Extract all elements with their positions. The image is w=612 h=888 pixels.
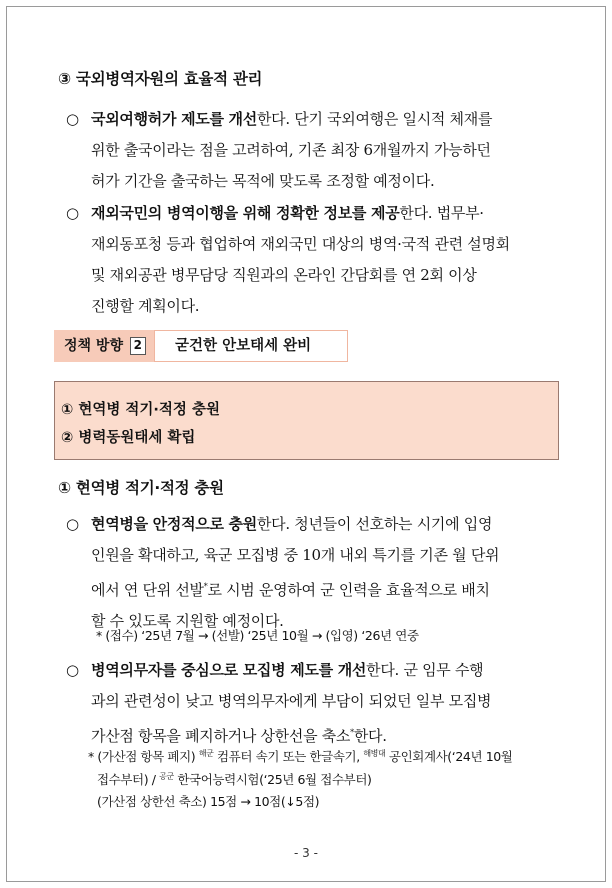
bullet-circle: ○ [66,515,79,533]
bullet-line: 가산점 항목을 폐지하거나 상한선을 축소*한다. [91,727,387,745]
bullet-circle: ○ [66,110,79,128]
bullet-line: 진행할 계획이다. [91,297,200,315]
bullet-line: 재외동포청 등과 협업하여 재외국민 대상의 병역·국적 관련 설명회 [91,235,510,253]
bullet-text: 한다. 법무부· [399,204,484,222]
bullet-line: 위한 출국이라는 점을 고려하여, 기존 최장 6개월까지 가능하던 [91,141,491,159]
bullet-lead: 병역의무자를 중심으로 모집병 제도를 개선 [91,661,367,679]
summary-box [54,381,559,460]
footnote-marker: * [203,582,208,591]
footnote-item-abolition: * (가산점 항목 폐지) $^{해군}$ 컴퓨터 속기 또는 한글속기, $^{해병대}$ 공인회계사(‘24년 10월 [88,749,513,765]
policy-label: 정책 방향 [64,338,123,354]
bullet-overseas-travel [66,104,566,197]
bullet-line: 및 재외공관 병무담당 직원과의 온라인 간담회를 연 2회 이상 [91,266,477,284]
section-heading-active-duty: ① 현역병 적기·적정 충원 [58,479,224,497]
bullet-text: 한다. 단기 국외여행은 일시적 체재를 [256,110,493,128]
bullet-line: 에서 연 단위 선발*로 시범 운영하여 군 인력을 효율적으로 배치 [91,581,490,599]
footnote-cap-reduction: (가산점 상한선 축소) 15점 → 10점(↓5점) [97,794,320,809]
bullet-active-duty-recruitment [66,509,566,637]
section-heading-overseas-resources: ③ 국외병역자원의 효율적 관리 [58,70,263,88]
bullet-recruit-system [66,655,566,752]
summary-item-2: ② 병력동원태세 확립 [61,430,196,446]
bullet-overseas-nationals [66,198,566,322]
bullet-lead: 국외여행허가 제도를 개선 [91,110,257,128]
policy-number: 2 [130,337,146,355]
policy-direction-header [54,330,348,362]
page-number: - 3 - [294,846,318,860]
policy-title: 굳건한 안보태세 완비 [154,330,348,362]
bullet-line: 인원을 확대하고, 육군 모집병 중 10개 내외 특기를 기존 월 단위 [91,546,500,564]
footnote-marker: * [350,728,354,737]
bullet-circle: ○ [66,661,79,679]
footnote-item-abolition-cont: 접수부터) / $^{공군}$ 한국어능력시험(‘25년 6월 접수부터) [97,772,372,788]
bullet-lead: 현역병을 안정적으로 충원 [91,515,257,533]
bullet-line: 허가 기간을 출국하는 목적에 맞도록 조정할 예정이다. [91,172,435,190]
summary-item-1: ① 현역병 적기·적정 충원 [61,402,220,418]
bullet-text: 한다. 군 임무 수행 [366,661,484,679]
policy-tag [54,330,154,362]
bullet-circle: ○ [66,204,79,222]
bullet-line: 과의 관련성이 낮고 병역의무자에게 부담이 되었던 일부 모집병 [91,692,492,710]
bullet-line: 할 수 있도록 지원할 예정이다. [91,612,284,630]
bullet-lead: 재외국민의 병역이행을 위해 정확한 정보를 제공 [91,204,400,222]
footnote-schedule: * (접수) ‘25년 7월 → (선발) ‘25년 10월 → (입영) ‘26년 연중 [96,628,419,643]
bullet-text: 한다. 청년들이 선호하는 시기에 입영 [256,515,493,533]
